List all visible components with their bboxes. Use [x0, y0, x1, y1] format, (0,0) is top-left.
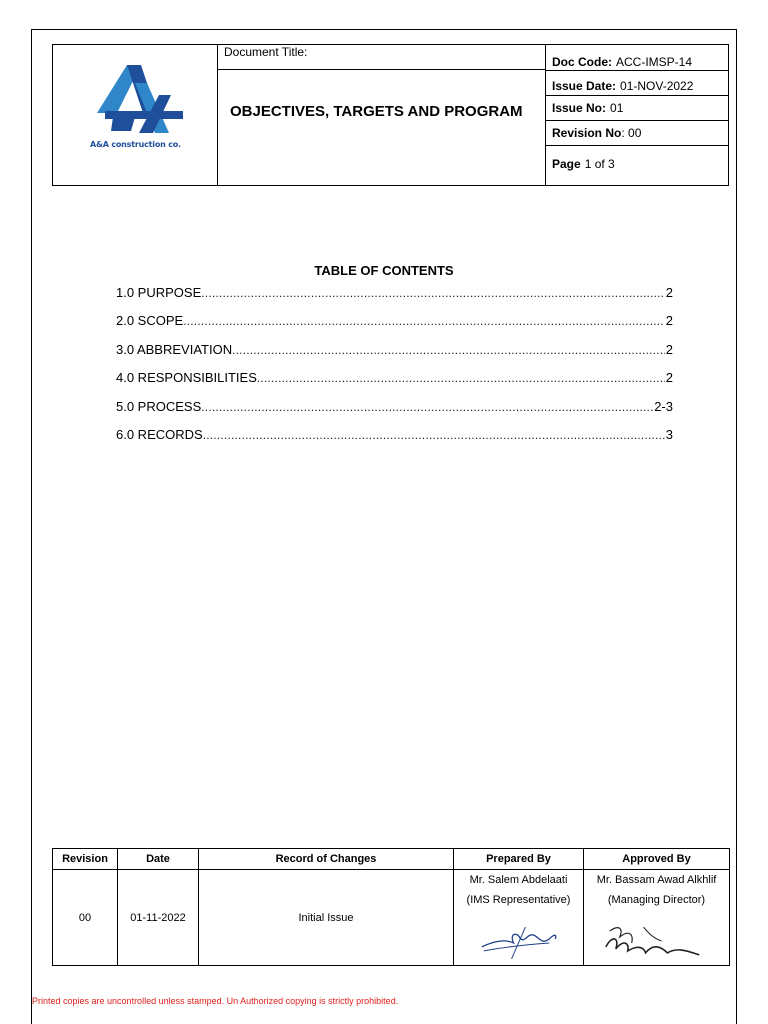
approved-cell — [584, 870, 730, 966]
toc-item-responsibilities[interactable] — [116, 370, 673, 398]
issue-no-row — [545, 96, 728, 121]
footer-note: Printed copies are uncontrolled unless stamped. Un Authorized copying is strictly prohibited. — [32, 996, 399, 1006]
prepared-cell — [454, 870, 584, 966]
document-header — [52, 44, 729, 186]
toc-leader-dots — [257, 371, 665, 385]
toc-item-page: 2 — [665, 313, 673, 329]
record-cell: Initial Issue — [199, 870, 454, 966]
revision-no-value: : 00 — [621, 126, 642, 140]
prepared-signature — [454, 921, 583, 961]
prepared-sign-block — [454, 870, 583, 965]
document-title-label: Document Title: — [217, 45, 545, 70]
toc-item-page: 2 — [665, 285, 673, 300]
record-header: Record of Changes — [199, 849, 454, 870]
issue-no-label: Issue No: — [552, 101, 607, 115]
toc-item-records[interactable] — [116, 427, 673, 455]
toc-leader-dots — [183, 314, 665, 328]
logo-text: A&A construction co. — [90, 140, 181, 149]
date-header: Date — [118, 849, 199, 870]
revision-table — [52, 848, 730, 966]
table-of-contents — [116, 285, 673, 455]
issue-date-row — [545, 71, 728, 96]
toc-item-scope[interactable] — [116, 313, 673, 341]
page-label: Page — [552, 157, 581, 171]
title-cell — [217, 45, 546, 185]
revision-table-header — [53, 849, 730, 870]
toc-leader-dots — [201, 400, 653, 414]
company-logo — [97, 65, 187, 141]
approved-name: Mr. Bassam Awad Alkhlif — [596, 874, 717, 886]
toc-item-label: 5.0 PROCESS — [116, 398, 202, 414]
toc-item-page: 2-3 — [654, 398, 673, 414]
revision-header: Revision — [53, 849, 118, 870]
toc-item-abbreviation[interactable] — [116, 342, 673, 370]
toc-item-page: 2 — [665, 370, 673, 386]
approved-signature — [584, 917, 729, 961]
prepared-header: Prepared By — [454, 849, 584, 870]
approved-role: (Managing Director) — [607, 894, 706, 906]
table-row — [53, 870, 730, 966]
issue-no-value: 01 — [610, 101, 624, 115]
toc-item-page: 2 — [665, 341, 673, 357]
revision-cell: 00 — [53, 870, 118, 966]
prepared-name: Mr. Salem Abdelaati — [469, 874, 568, 886]
document-title: OBJECTIVES, TARGETS AND PROGRAM — [230, 103, 523, 120]
toc-item-label: 4.0 RESPONSIBILITIES — [116, 370, 257, 386]
logo-cell — [53, 45, 218, 185]
doc-code-row — [545, 45, 728, 71]
doc-code-value: ACC-IMSP-14 — [616, 54, 693, 69]
issue-date-label: Issue Date: — [552, 79, 617, 93]
toc-item-page: 3 — [665, 426, 673, 442]
approved-sign-block — [584, 870, 729, 965]
page-value: 1 of 3 — [584, 157, 615, 171]
toc-leader-dots — [201, 286, 665, 300]
date-cell: 01-11-2022 — [118, 870, 199, 966]
toc-leader-dots — [232, 343, 665, 357]
revision-no-row — [545, 121, 728, 146]
prepared-role: (IMS Representative) — [466, 894, 571, 906]
meta-cell — [545, 45, 728, 185]
page-row — [545, 146, 728, 184]
toc-item-purpose[interactable] — [116, 285, 673, 313]
issue-date-value: 01-NOV-2022 — [620, 79, 694, 93]
revision-no-label: Revision No — [552, 126, 622, 140]
approved-header: Approved By — [584, 849, 730, 870]
toc-heading: TABLE OF CONTENTS — [314, 263, 454, 278]
doc-code-label: Doc Code: — [552, 54, 612, 69]
toc-item-label: 6.0 RECORDS — [116, 426, 203, 442]
toc-item-process[interactable] — [116, 399, 673, 427]
toc-item-label: 3.0 ABBREVIATION — [116, 341, 233, 357]
toc-item-label: 1.0 PURPOSE — [116, 285, 202, 300]
toc-item-label: 2.0 SCOPE — [116, 313, 184, 329]
toc-leader-dots — [203, 428, 665, 442]
